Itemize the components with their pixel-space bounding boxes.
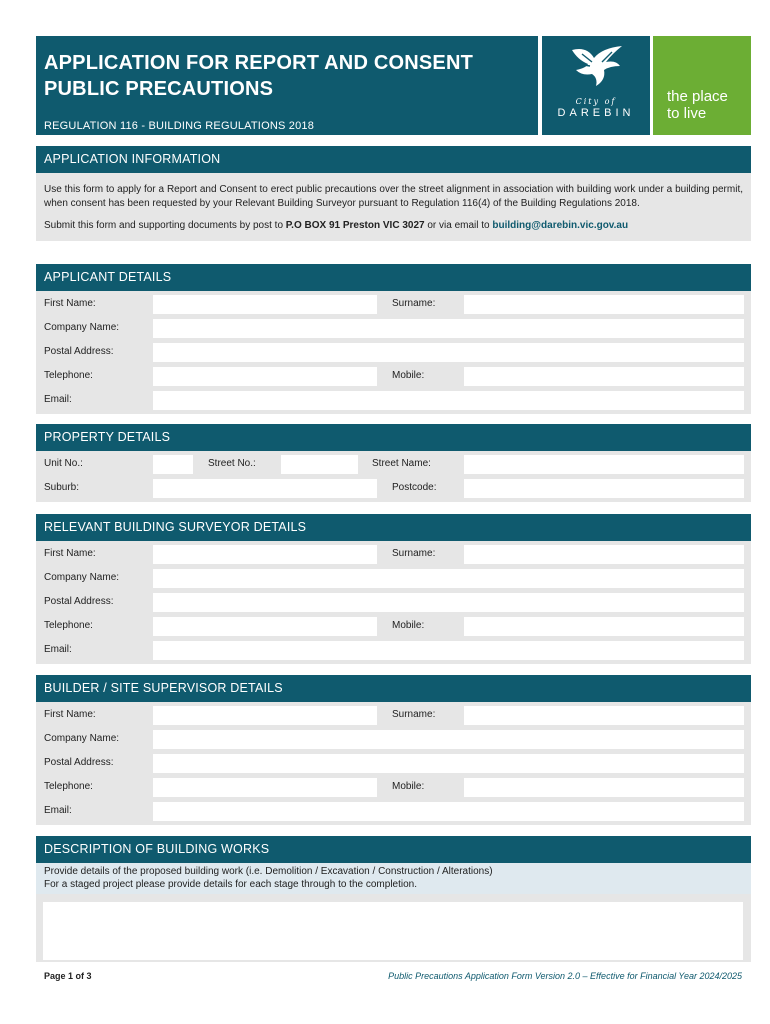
telephone-label: Telephone: xyxy=(44,781,93,792)
mobile-label: Mobile: xyxy=(392,370,425,381)
submit-paragraph: Submit this form and supporting documents by post to P.O BOX 91 Preston VIC 3027 or via email to building@darebin.vic.gov.au xyxy=(44,220,629,231)
applicant-email-input[interactable] xyxy=(153,391,744,410)
section-heading: APPLICANT DETAILS xyxy=(36,264,751,291)
applicant-telephone-input[interactable] xyxy=(153,367,377,386)
builder-surname-input[interactable] xyxy=(464,706,744,725)
postal-address-label: Postal Address: xyxy=(44,757,114,768)
builder-company-input[interactable] xyxy=(153,730,744,749)
surveyor-first-name-input[interactable] xyxy=(153,545,377,564)
street-no-label: Street No.: xyxy=(208,458,256,469)
postcode-label: Postcode: xyxy=(392,482,437,493)
form-row xyxy=(36,365,751,389)
surname-label: Surname: xyxy=(392,298,436,309)
surveyor-email-input[interactable] xyxy=(153,641,744,660)
form-row xyxy=(36,639,751,663)
builder-first-name-input[interactable] xyxy=(153,706,377,725)
first-name-label: First Name: xyxy=(44,548,96,559)
form-row xyxy=(36,704,751,728)
darebin-logo xyxy=(542,36,650,135)
description-section xyxy=(36,836,751,962)
form-row xyxy=(36,591,751,615)
telephone-label: Telephone: xyxy=(44,620,93,631)
mobile-label: Mobile: xyxy=(392,620,425,631)
page-title: APPLICATION FOR REPORT AND CONSENT PUBLIC PRECAUTIONS xyxy=(44,52,474,100)
email-label: Email: xyxy=(44,644,72,655)
surname-label: Surname: xyxy=(392,548,436,559)
builder-mobile-input[interactable] xyxy=(464,778,744,797)
page-number: Page 1 of 3 xyxy=(44,971,92,981)
applicant-company-input[interactable] xyxy=(153,319,744,338)
unit-no-label: Unit No.: xyxy=(44,458,83,469)
form-row xyxy=(36,728,751,752)
description-note: Provide details of the proposed building work (i.e. Demolition / Excavation / Construction / Alterations) For a staged project please provide details for each stage through to the completion. xyxy=(36,863,751,894)
info-paragraph: Use this form to apply for a Report and Consent to erect public precautions over the street alignment in association with building work under a building permit, when consent has been requested by your Relevant Building Surveyor pursuant to Regulation 116(4) of the Building Regulations 2018. xyxy=(44,184,743,209)
postcode-input[interactable] xyxy=(464,479,744,498)
form-row xyxy=(36,317,751,341)
surveyor-postal-input[interactable] xyxy=(153,593,744,612)
application-info-section xyxy=(36,146,751,241)
builder-section xyxy=(36,675,751,825)
postal-address-label: Postal Address: xyxy=(44,596,114,607)
form-header xyxy=(36,36,751,135)
form-row xyxy=(36,567,751,591)
street-no-input[interactable] xyxy=(281,455,358,474)
form-row xyxy=(36,543,751,567)
form-version: Public Precautions Application Form Version 2.0 – Effective for Financial Year 2024/2025 xyxy=(388,971,742,981)
suburb-label: Suburb: xyxy=(44,482,80,493)
street-name-label: Street Name: xyxy=(372,458,431,469)
form-row xyxy=(36,477,751,501)
first-name-label: First Name: xyxy=(44,298,96,309)
tagline: the place to live xyxy=(667,88,728,122)
section-heading: PROPERTY DETAILS xyxy=(36,424,751,451)
logo-city: City of xyxy=(575,97,617,106)
company-name-label: Company Name: xyxy=(44,572,120,583)
title-block xyxy=(36,36,538,135)
applicant-surname-input[interactable] xyxy=(464,295,744,314)
info-body xyxy=(36,173,751,241)
section-heading: RELEVANT BUILDING SURVEYOR DETAILS xyxy=(36,514,751,541)
section-heading: DESCRIPTION OF BUILDING WORKS xyxy=(36,836,751,863)
form-row xyxy=(36,389,751,413)
surname-label: Surname: xyxy=(392,709,436,720)
bird-icon xyxy=(542,36,650,96)
surveyor-telephone-input[interactable] xyxy=(153,617,377,636)
builder-telephone-input[interactable] xyxy=(153,778,377,797)
applicant-first-name-input[interactable] xyxy=(153,295,377,314)
builder-email-input[interactable] xyxy=(153,802,744,821)
form-row xyxy=(36,341,751,365)
form-row xyxy=(36,293,751,317)
postal-address: P.O BOX 91 Preston VIC 3027 xyxy=(285,220,425,231)
surveyor-surname-input[interactable] xyxy=(464,545,744,564)
regulation-subtitle: REGULATION 116 - BUILDING REGULATIONS 2018 xyxy=(44,120,315,132)
unit-no-input[interactable] xyxy=(153,455,193,474)
surveyor-mobile-input[interactable] xyxy=(464,617,744,636)
applicant-section xyxy=(36,264,751,414)
form-row xyxy=(36,453,751,477)
email-label: Email: xyxy=(44,805,72,816)
applicant-postal-input[interactable] xyxy=(153,343,744,362)
form-row xyxy=(36,615,751,639)
email-label: Email: xyxy=(44,394,72,405)
builder-postal-input[interactable] xyxy=(153,754,744,773)
first-name-label: First Name: xyxy=(44,709,96,720)
section-heading: BUILDER / SITE SUPERVISOR DETAILS xyxy=(36,675,751,702)
suburb-input[interactable] xyxy=(153,479,377,498)
section-heading: APPLICATION INFORMATION xyxy=(36,146,751,173)
form-row xyxy=(36,752,751,776)
email-link[interactable]: building@darebin.vic.gov.au xyxy=(492,220,629,231)
surveyor-company-input[interactable] xyxy=(153,569,744,588)
tagline-block xyxy=(653,36,751,135)
form-page xyxy=(36,36,751,890)
form-row xyxy=(36,776,751,800)
applicant-mobile-input[interactable] xyxy=(464,367,744,386)
mobile-label: Mobile: xyxy=(392,781,425,792)
property-section xyxy=(36,424,751,502)
company-name-label: Company Name: xyxy=(44,733,120,744)
logo-name: DAREBIN xyxy=(557,107,635,119)
company-name-label: Company Name: xyxy=(44,322,120,333)
postal-address-label: Postal Address: xyxy=(44,346,114,357)
building-works-textarea[interactable] xyxy=(43,902,743,960)
street-name-input[interactable] xyxy=(464,455,744,474)
telephone-label: Telephone: xyxy=(44,370,93,381)
form-row xyxy=(36,800,751,824)
surveyor-section xyxy=(36,514,751,664)
